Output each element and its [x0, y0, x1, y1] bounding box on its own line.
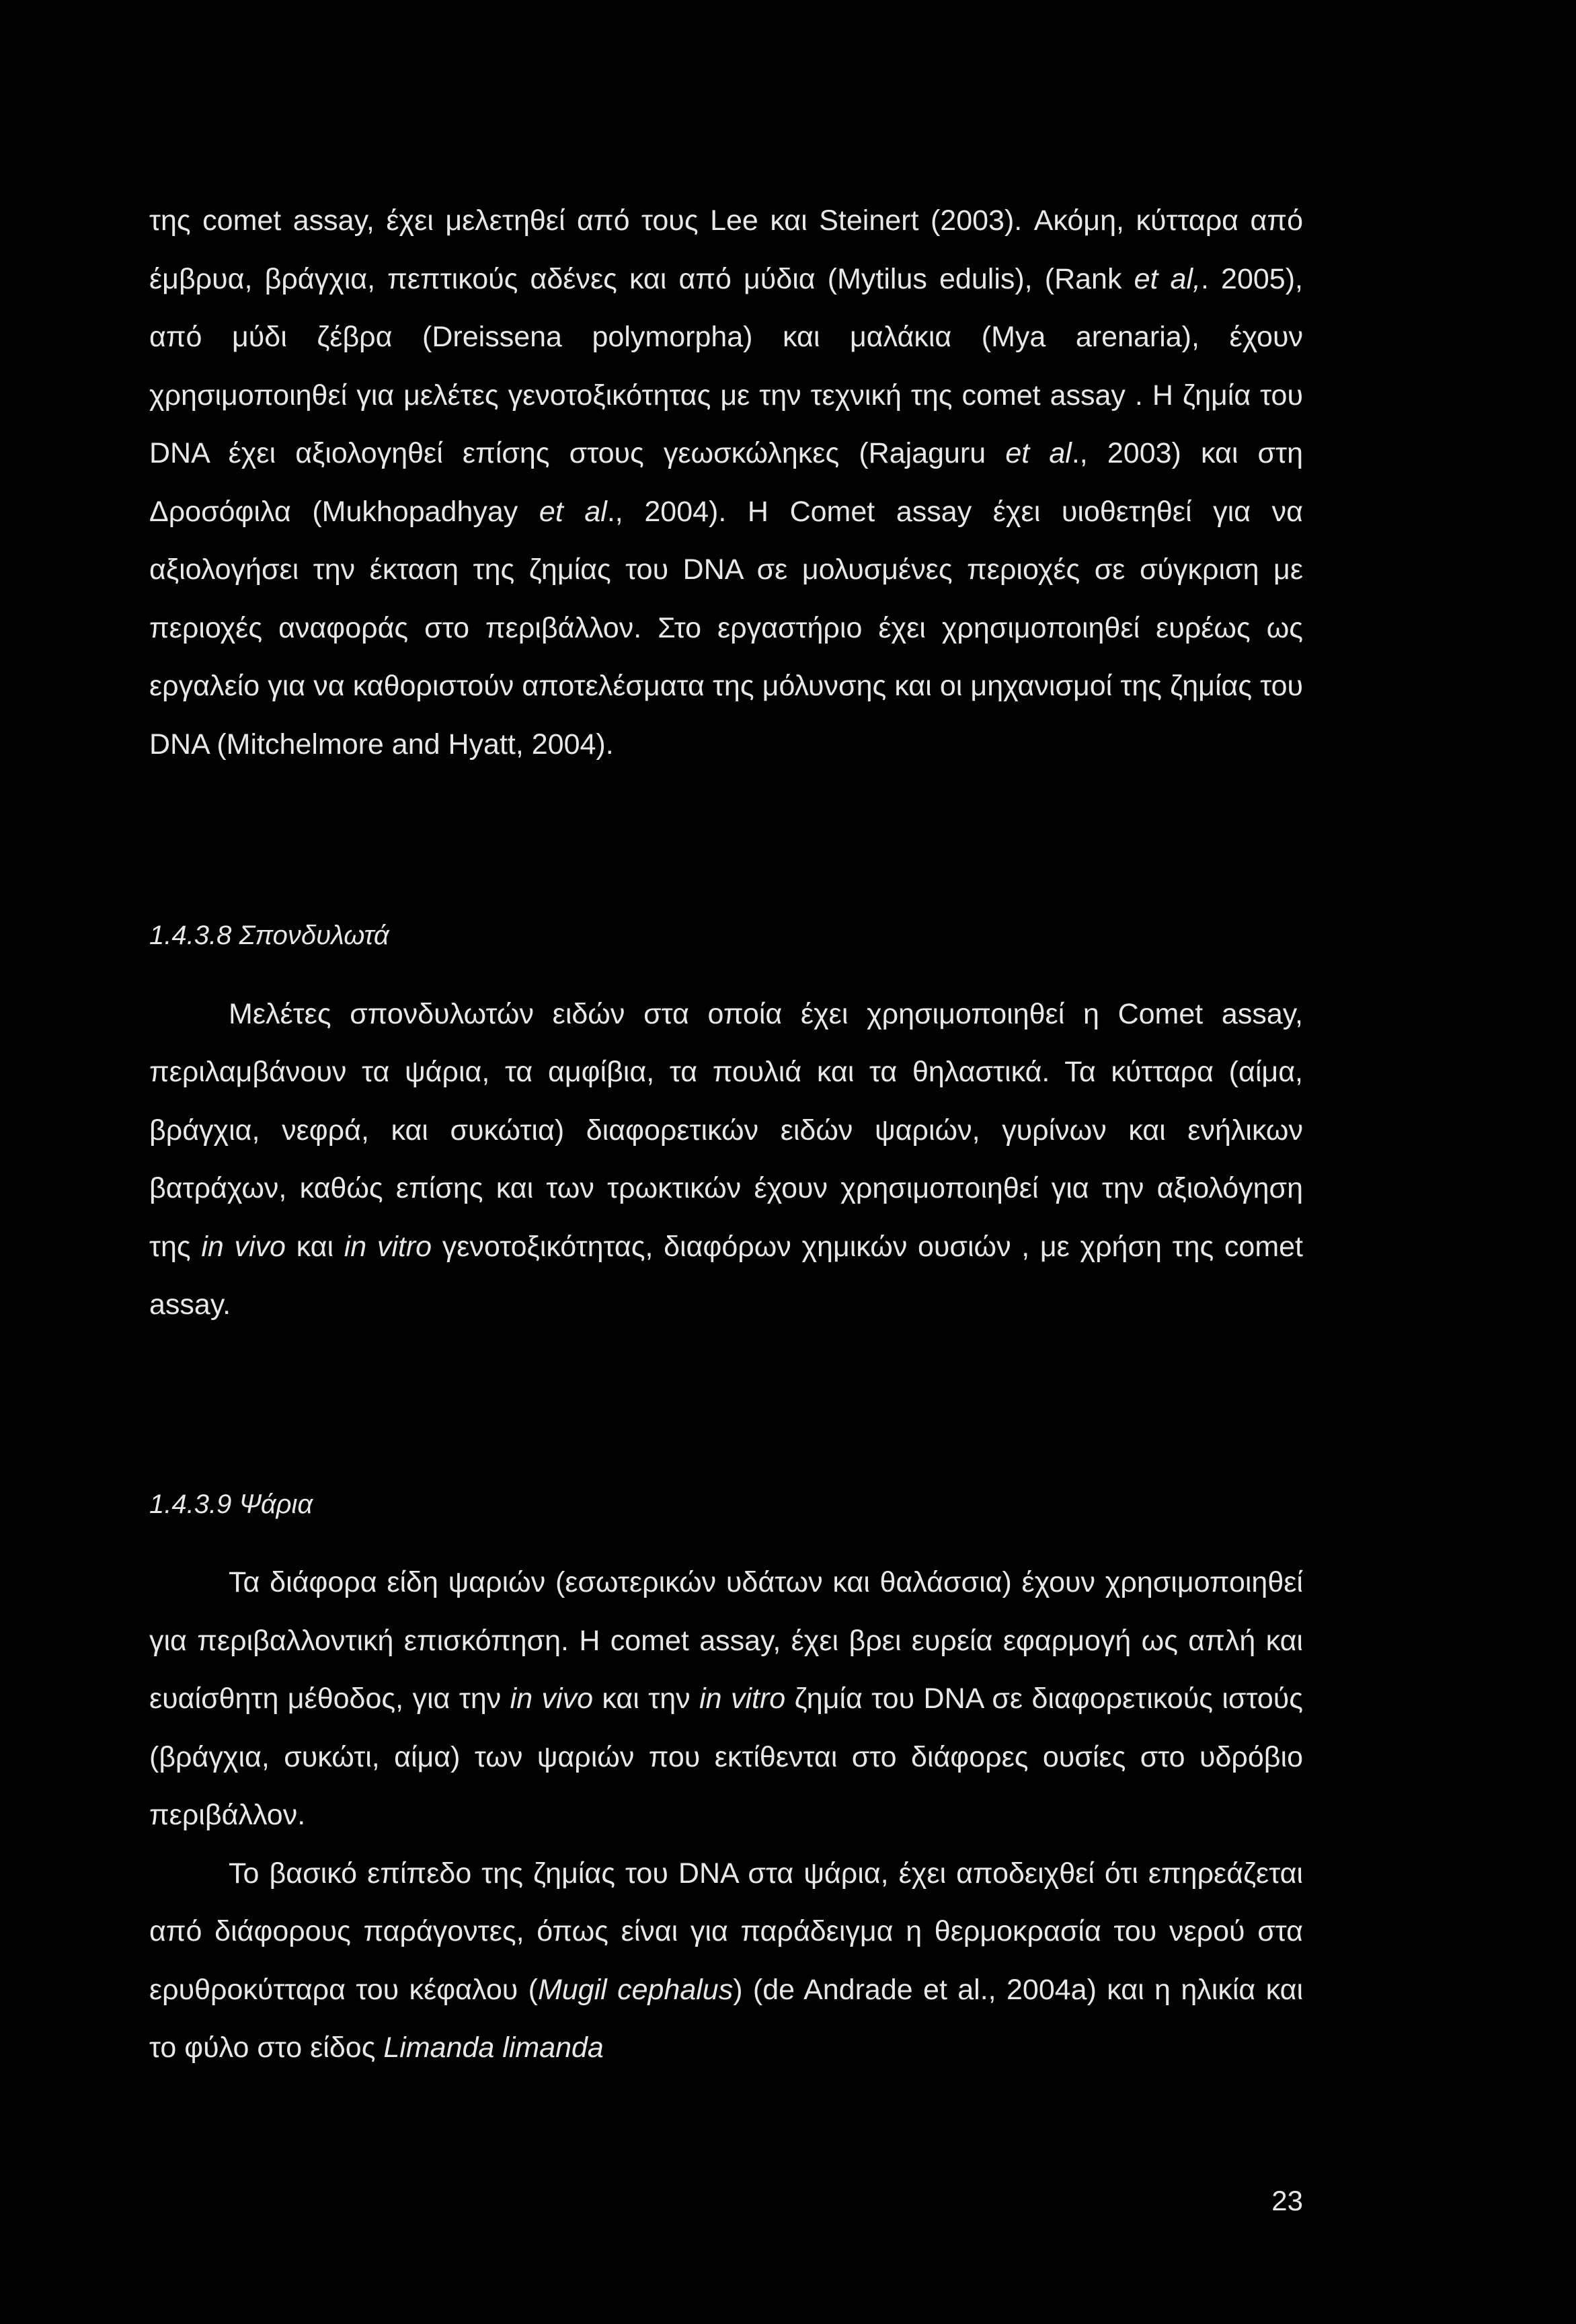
text-run: και την — [593, 1682, 700, 1715]
section-heading-vertebrates: 1.4.3.8 Σπονδυλωτά — [149, 921, 389, 950]
page-content — [149, 192, 1303, 2077]
page-number: 23 — [1271, 2185, 1303, 2216]
italic-run: et al — [539, 495, 607, 528]
text-run: Τα διάφορα είδη ψαριών (εσωτερικών υδάτων και θαλάσσια) έχουν χρησιμοποιηθεί για περιβαλλοντική επισκόπηση. Η comet assay, έχει βρει ευρεία εφαρμογή ως απλή και ευαίσθητη μέθοδος, για την — [149, 1566, 1303, 1715]
italic-run: Mugil cephalus — [537, 1973, 734, 2006]
paragraph-fish-dna-damage-factors — [149, 1845, 1303, 2077]
italic-run: in vitro — [344, 1230, 432, 1263]
paragraph-fish-environmental — [149, 1553, 1303, 1845]
text-run: ., 2003) και στη Δροσόφιλα (Mukhopadhyay — [149, 437, 1303, 528]
section-heading-fish: 1.4.3.9 Ψάρια — [149, 1489, 313, 1519]
text-run: . 2005), από μύδι ζέβρα (Dreissena polymorpha) και μαλάκια (Mya arenaria), έχουν χρησιμοποιηθεί για μελέτες γενοτοξικότητας με την τεχνική της comet assay . Η ζημία του DNA έχει αξιολογηθεί επίσης στους γεωσκώληκες (Rajaguru — [149, 262, 1303, 469]
text-run: Το βασικό επίπεδο της ζημίας του DNA στα ψάρια, έχει αποδειχθεί ότι επηρεάζεται από διάφορους παράγοντες, όπως είναι για παράδειγμα η θερμοκρασία του νερού στα ερυθροκύτταρα του κέφαλου ( — [149, 1857, 1303, 2006]
italic-run: Limanda limanda — [383, 2031, 604, 2064]
text-run: ) (de Andrade et al., 2004a) και η ηλικία και το φύλο στο είδος — [149, 1973, 1303, 2064]
italic-run: et al, — [1134, 262, 1201, 295]
italic-run: in vivo — [201, 1230, 286, 1263]
paragraph-comet-assay-invertebrates — [149, 192, 1303, 773]
text-run: γενοτοξικότητας, διαφόρων χημικών ουσιών , με χρήση της comet assay. — [149, 1230, 1304, 1321]
italic-run: in vivo — [510, 1682, 594, 1715]
text-run: και — [285, 1230, 344, 1263]
text-run: ζημία του DNA σε διαφορετικούς ιστούς (βράγχια, συκώτι, αίμα) των ψαριών που εκτίθενται στο διάφορες ουσίες στο υδρόβιο περιβάλλον. — [149, 1682, 1303, 1831]
text-run: ., 2004). Η Comet assay έχει υιοθετηθεί για να αξιολογήσει την έκταση της ζημίας του DNA σε μολυσμένες περιοχές σε σύγκριση με περιοχές αναφοράς στο περιβάλλον. Στο εργαστήριο έχει χρησιμοποιηθεί ευρέως ως εργαλείο για να καθοριστούν αποτελέσματα της μόλυνσης και οι μηχανισμοί της ζημίας του DNA (Mitchelmore and Hyatt, 2004). — [149, 495, 1304, 761]
paragraph-vertebrates — [149, 985, 1303, 1334]
text-run: της comet assay, έχει μελετηθεί από τους Lee και Steinert (2003). Ακόμη, κύτταρα από έμβρυα, βράγχια, πεπτικούς αδένες και από μύδια (Mytilus edulis), (Rank — [149, 204, 1303, 295]
text-run: Μελέτες σπονδυλωτών ειδών στα οποία έχει χρησιμοποιηθεί η Comet assay, περιλαμβάνουν τα ψάρια, τα αμφίβια, τα πουλιά και τα θηλαστικά. Τα κύτταρα (αίμα, βράγχια, νεφρά, και συκώτια) διαφορετικών ειδών ψαριών, γυρίνων και ενήλικων βατράχων, καθώς επίσης και των τρωκτικών έχουν χρησιμοποιηθεί για την αξιολόγηση της — [149, 997, 1303, 1263]
italic-run: in vitro — [699, 1682, 786, 1715]
italic-run: et al — [1005, 437, 1072, 469]
